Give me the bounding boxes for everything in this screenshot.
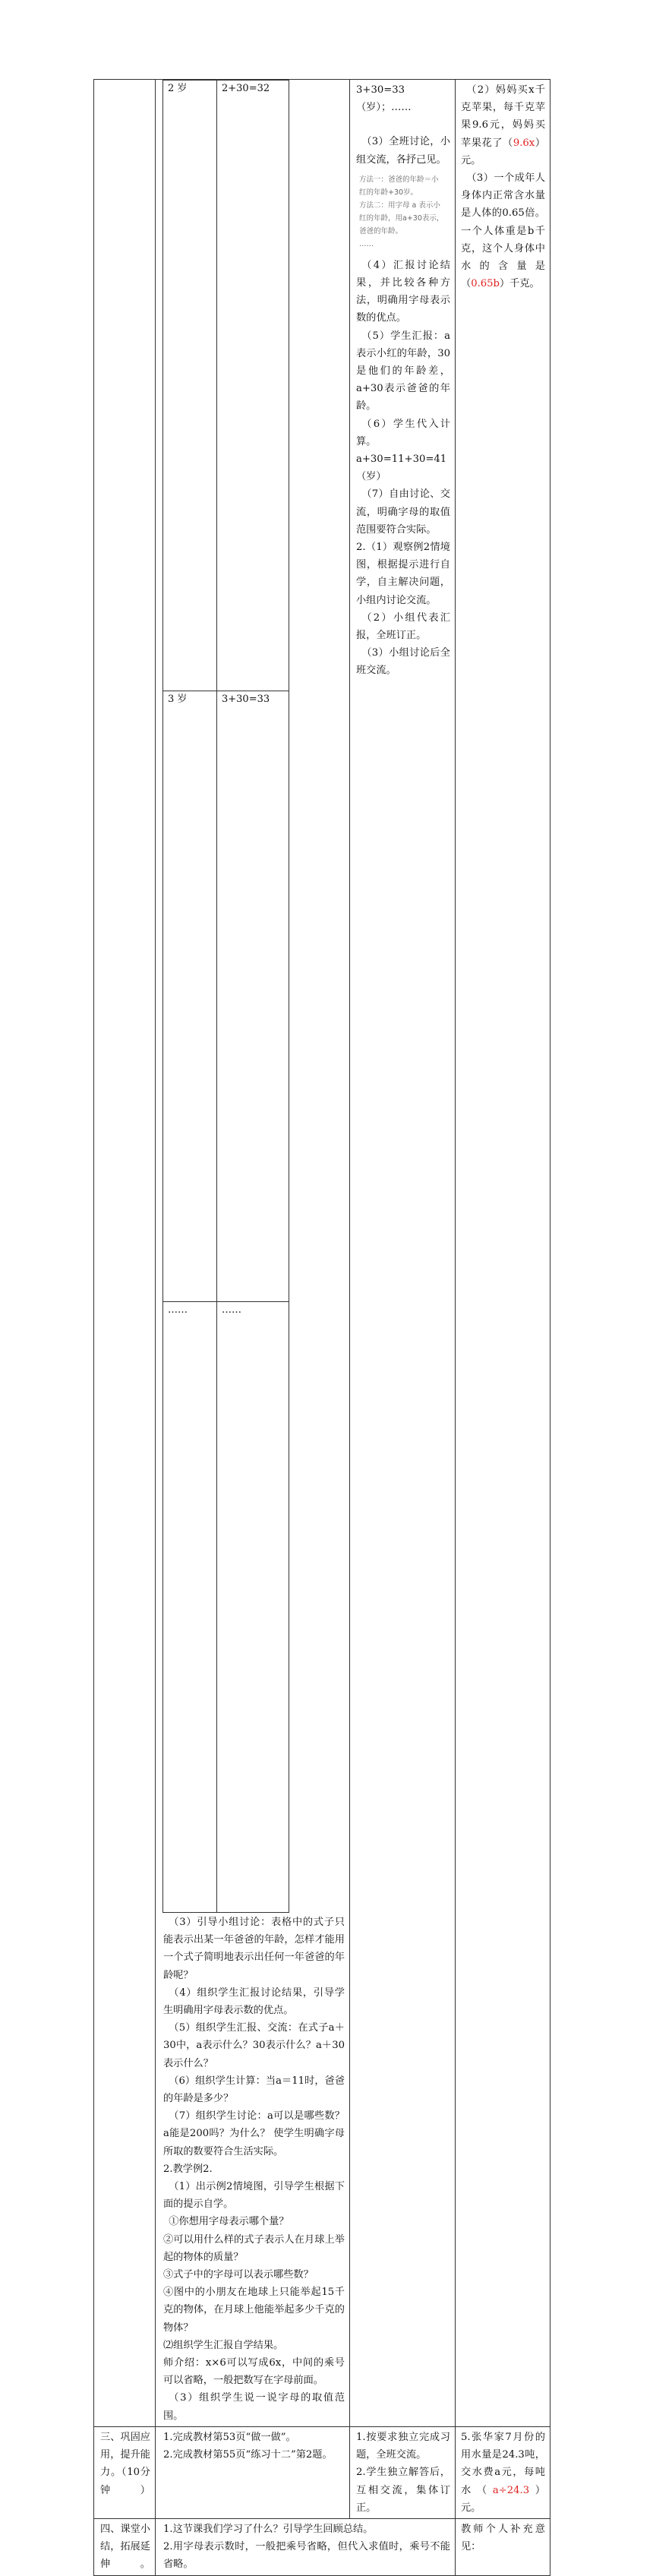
student-step: （5）学生汇报：a表示小红的年龄，30是他们的年龄差，a+30表示爸爸的年龄。 bbox=[356, 330, 450, 412]
age-cell: 3 岁 bbox=[163, 691, 217, 1302]
teacher-step: ③式子中的字母可以表示哪些数？ bbox=[163, 2269, 314, 2281]
section-cell bbox=[94, 2426, 156, 2518]
age-cell: 2 岁 bbox=[163, 81, 217, 691]
exercise-cell bbox=[456, 2426, 550, 2518]
teacher-step: ⑵组织学生汇报自学结果。 bbox=[163, 2339, 284, 2351]
teacher-step: （3）组织学生说一说字母的取值范围。 bbox=[163, 2392, 345, 2422]
row-consolidation bbox=[94, 2426, 550, 2518]
teacher-step: ①你想用字母表示哪个量？ bbox=[169, 2216, 289, 2228]
section-title: 四、课堂小结，拓展延伸。 bbox=[100, 2523, 150, 2571]
teacher-step: （4）组织学生汇报讨论结果，引导学生明确用字母表示数的优点。 bbox=[163, 1987, 345, 2017]
student-step: 3+30=33（岁）；…… bbox=[356, 84, 412, 114]
answer-text: 9.6x bbox=[513, 137, 535, 149]
father-age-cell: 3+30=33 bbox=[217, 691, 289, 1302]
student-step: 1.按要求独立完成习题，全班交流。 bbox=[356, 2431, 450, 2461]
student-step: （3）小组讨论后全班交流。 bbox=[356, 647, 450, 677]
age-table-row bbox=[163, 81, 289, 691]
student-step: a+30=11+30=41（岁） bbox=[356, 454, 447, 483]
section-cell bbox=[94, 2518, 156, 2575]
teacher-step: 2.完成教材第55页“练习十二”第2题。 bbox=[163, 2449, 333, 2461]
teacher-note-cell bbox=[456, 2518, 550, 2575]
student-step: （7）自由讨论、交流，明确字母的取值范围要符合实际。 bbox=[356, 488, 450, 536]
teacher-step: ④图中的小朋友在地球上只能举起15千克的物体，在月球上他能举起多少千克的物体？ bbox=[163, 2287, 345, 2334]
section-title: 三、巩固应用，提升能力。（10分钟） bbox=[100, 2431, 150, 2496]
exercise-cell bbox=[456, 80, 550, 2427]
method-line: 方法一：爸爸的年龄＝小 bbox=[359, 175, 439, 184]
section-cell-empty bbox=[94, 80, 156, 2427]
student-step: 2.（1）观察例2情境图，根据提示进行自学，自主解决问题，小组内讨论交流。 bbox=[356, 542, 450, 606]
method-line: …… bbox=[359, 239, 374, 248]
teacher-step: 1.完成教材第53页“做一做”。 bbox=[163, 2431, 296, 2443]
teacher-step: ②可以用什么样的式子表示人在月球上举起的物体的质量？ bbox=[163, 2233, 345, 2263]
method-line: 红的年龄+30岁。 bbox=[359, 188, 418, 197]
exercise-q5: 5.张华家7月份的用水量是24.3吨，交水费a元，每吨水（a÷24.3）元。 bbox=[461, 2431, 545, 2514]
methods-image bbox=[359, 173, 450, 251]
teacher-activity-cell bbox=[156, 2426, 350, 2518]
row-summary bbox=[94, 2518, 550, 2575]
answer-text: a÷24.3 bbox=[492, 2484, 530, 2496]
method-line: 爸爸的年龄。 bbox=[359, 226, 403, 235]
student-activity-cell bbox=[350, 2426, 456, 2518]
answer-text: 0.65b bbox=[471, 278, 500, 290]
method-line: 红的年龄，用a+30表示， bbox=[359, 213, 444, 223]
student-step: （6）学生代入计算。 bbox=[356, 418, 450, 447]
student-activity-cell bbox=[350, 80, 456, 2427]
summary-cell bbox=[156, 2518, 456, 2575]
teacher-step: 师介绍：x×6可以写成6x，中间的乘号可以省略，一般把数写在字母前面。 bbox=[163, 2357, 345, 2387]
teacher-note: 教师个人补充意见： bbox=[461, 2523, 545, 2553]
teacher-step: （3）引导小组讨论：表格中的式子只能表示出某一年爸爸的年龄，怎样才能用一个式子简明地表示出任何一年爸爸的年龄呢？ bbox=[163, 1917, 345, 1981]
age-cell: …… bbox=[163, 1302, 217, 1913]
student-step: （3）全班讨论，小组交流，各抒己见。 bbox=[356, 136, 450, 166]
teacher-step: 2.教学例2. bbox=[163, 2163, 213, 2175]
student-step: （2）小组代表汇报，全班订正。 bbox=[356, 612, 450, 642]
method-line: 方法二：用字母 a 表示小 bbox=[359, 201, 440, 210]
teacher-step: （6）组织学生计算：当a＝11时，爸爸的年龄是多少？ bbox=[163, 2075, 345, 2105]
student-step: 2.学生独立解答后，互相交流，集体订正。 bbox=[356, 2467, 450, 2514]
exercise-q3: （3）一个成年人身体内正常含水量是人体的0.65倍。一个人体重是b千克，这个人身体中水的含量是（0.65b）千克。 bbox=[461, 172, 545, 290]
summary-line: 1.这节课我们学习了什么？引导学生回顾总结。 bbox=[163, 2523, 374, 2535]
student-step: （4）汇报讨论结果，并比较各种方法，明确用字母表示数的优点。 bbox=[356, 259, 450, 324]
lesson-plan-table bbox=[93, 79, 550, 2576]
father-age-cell: …… bbox=[217, 1302, 289, 1913]
age-table bbox=[162, 80, 289, 1913]
exercise-q2: （2）妈妈买x千克苹果，每千克苹果9.6元，妈妈买苹果花了（9.6x）元。 bbox=[461, 84, 546, 166]
age-table-row bbox=[163, 1302, 289, 1913]
father-age-cell: 2+30=32 bbox=[217, 81, 289, 691]
teacher-step: （7）组织学生讨论：a可以是哪些数？a能是200吗？为什么？ 使学生明确字母所取的数要符合生活实际。 bbox=[163, 2110, 345, 2157]
teacher-step: （5）组织学生汇报、交流：在式子a＋30中，a表示什么？30表示什么？a＋30表示什么？ bbox=[163, 2022, 345, 2069]
teacher-step: （1）出示例2情境图，引导学生根据下面的提示自学。 bbox=[163, 2181, 345, 2211]
age-table-row bbox=[163, 691, 289, 1302]
teacher-activity-cell bbox=[156, 80, 350, 2427]
summary-line: 2.用字母表示数时，一般把乘号省略，但代入求值时，乘号不能省略。 bbox=[163, 2541, 450, 2571]
row-teaching-process bbox=[94, 80, 550, 2427]
